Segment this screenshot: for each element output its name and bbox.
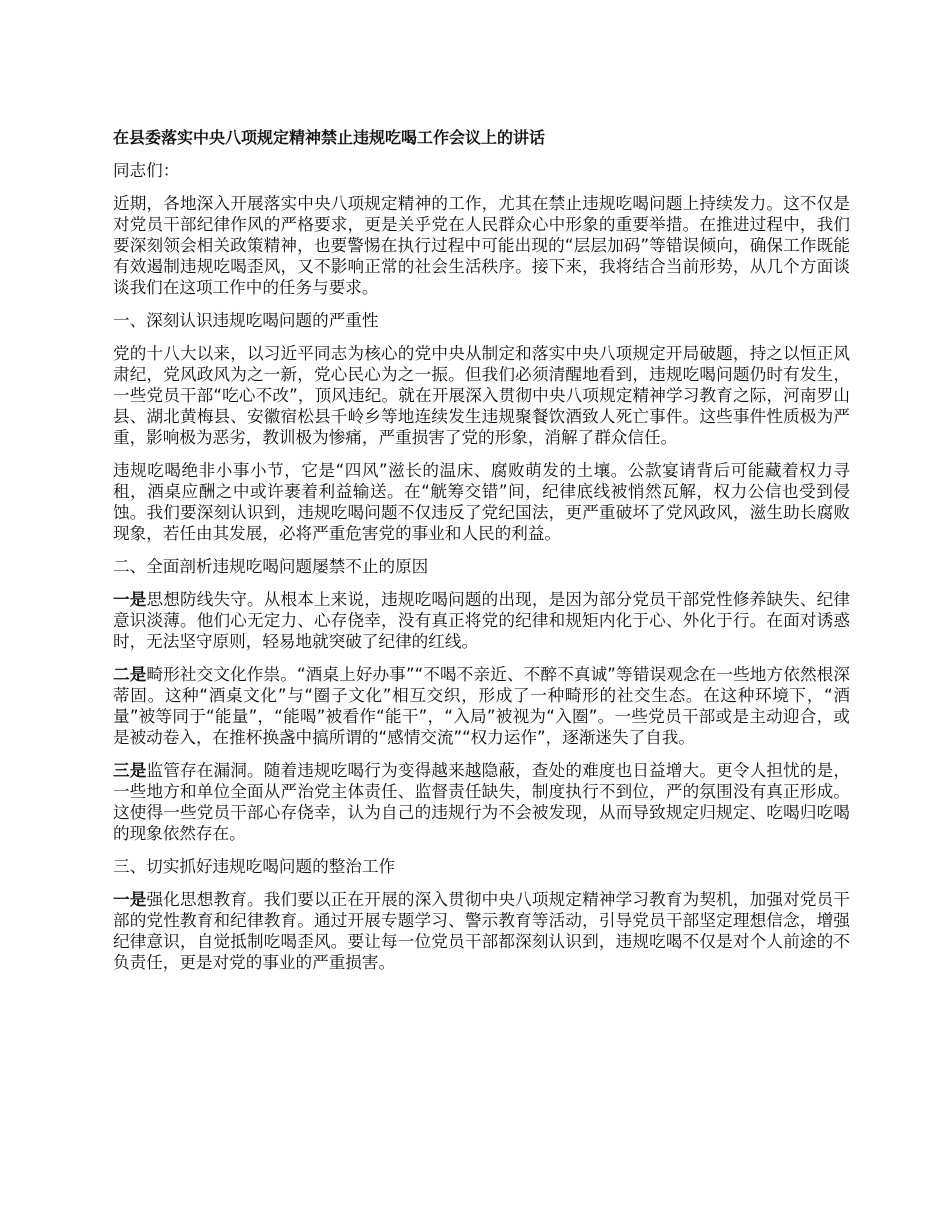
item-lead: 二是 <box>113 665 147 684</box>
item-text: 思想防线失守。从根本上来说，违规吃喝问题的出现，是因为部分党员干部党性修养缺失、纪律意识淡薄。他们心无定力、心存侥幸，没有真正将党的纪律和规矩内化于心、外化于行。在面对诱惑时，无法坚守原则，轻易地就突破了纪律的红线。 <box>113 590 851 651</box>
item-text: 监管存在漏洞。随着违规吃喝行为变得越来越隐蔽，查处的难度也日益增大。更令人担忧的是，一些地方和单位全面从严治党主体责任、监督责任缺失，制度执行不到位，严的氛围没有真正形成。这使得一些党员干部心存侥幸，认为自己的违规行为不会被发现，从而导致规定归规定、吃喝归吃喝的现象依然存在。 <box>113 761 851 843</box>
document-body <box>113 127 850 985</box>
section-heading: 二、全面剖析违规吃喝问题屡禁不止的原因 <box>113 557 429 576</box>
item-lead: 一是 <box>113 590 147 609</box>
list-item <box>113 589 850 652</box>
item-lead: 三是 <box>113 761 147 780</box>
list-item <box>113 889 850 973</box>
paragraph: 党的十八大以来，以习近平同志为核心的党中央从制定和落实中央八项规定开局破题，持之以恒正风肃纪，党风政风为之一新，党心民心为之一振。但我们必须清醒地看到，违规吃喝问题仍时有发生，一些党员干部“吃心不改”，顶风违纪。就在开展深入贯彻中央八项规定精神学习教育之际，河南罗山县、湖北黄梅县、安徽宿松县千岭乡等地连续发生违规聚餐饮酒致人死亡事件。这些事件性质极为严重，影响极为恶劣，教训极为惨痛，严重损害了党的形象，消解了群众信任。 <box>113 344 850 447</box>
list-item <box>113 760 850 844</box>
item-text: 强化思想教育。我们要以正在开展的深入贯彻中央八项规定精神学习教育为契机，加强对党员干部的党性教育和纪律教育。通过开展专题学习、警示教育等活动，引导党员干部坚定理想信念，增强纪律意识，自觉抵制吃喝歪风。要让每一位党员干部都深刻认识到，违规吃喝不仅是对个人前途的不负责任，更是对党的事业的严重损害。 <box>113 890 851 972</box>
section-heading: 三、切实抓好违规吃喝问题的整治工作 <box>113 857 396 876</box>
intro-paragraph: 近期，各地深入开展落实中央八项规定精神的工作，尤其在禁止违规吃喝问题上持续发力。这不仅是对党员干部纪律作风的严格要求，更是关乎党在人民群众心中形象的重要举措。在推进过程中，我们要深刻领会相关政策精神，也要警惕在执行过程中可能出现的“层层加码”等错误倾向，确保工作既能有效遏制违规吃喝歪风，又不影响正常的社会生活秩序。接下来，我将结合当前形势，从几个方面谈谈我们在这项工作中的任务与要求。 <box>113 194 850 297</box>
item-text: 畸形社交文化作祟。“酒桌上好办事”“不喝不亲近、不醉不真诚”等错误观念在一些地方依然根深蒂固。这种“酒桌文化”与“圈子文化”相互交织，形成了一种畸形的社交生态。在这种环境下，“酒量”被等同于“能量”，“能喝”被看作“能干”，“入局”被视为“入圈”。一些党员干部或是主动迎合，或是被动卷入，在推杯换盏中搞所谓的“感情交流”“权力运作”，逐渐迷失了自我。 <box>113 665 851 747</box>
item-lead: 一是 <box>113 890 147 909</box>
section-heading: 一、深刻认识违规吃喝问题的严重性 <box>113 311 379 330</box>
salutation: 同志们： <box>113 161 180 180</box>
list-item <box>113 664 850 748</box>
document-title: 在县委落实中央八项规定精神禁止违规吃喝工作会议上的讲话 <box>113 128 546 147</box>
paragraph: 违规吃喝绝非小事小节，它是“四风”滋长的温床、腐败萌发的土壤。公款宴请背后可能藏着权力寻租，酒桌应酬之中或许裹着利益输送。在“觥筹交错”间，纪律底线被悄然瓦解，权力公信也受到侵蚀。我们要深刻认识到，违规吃喝问题不仅违反了党纪国法，更严重破坏了党风政风，滋生助长腐败现象，若任由其发展，必将严重危害党的事业和人民的利益。 <box>113 461 850 543</box>
